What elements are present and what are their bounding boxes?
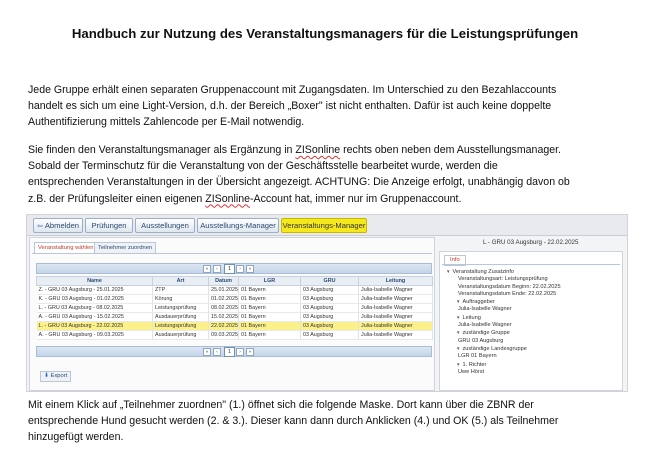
event-manager-screenshot [26,214,628,392]
table-cell: ZTP [153,286,209,295]
tree-leaf [446,369,618,376]
table-cell: L. - GRU 03 Augsburg - 22.02.2025 [37,322,153,331]
next-page-icon[interactable]: › [236,265,244,273]
tree-label: Veranstaltungsdatum Beginn: 22.02.2025 [458,283,561,290]
pager-bottom [36,346,432,357]
zisonline-term: ZISonline [205,192,251,205]
paragraph-line: Mit einem Klick auf „Teilnehmer zuordnen" (1.) öffnet sich die folgende Maske. Dort kann über die ZBNR der [28,399,534,411]
export-label: Export [50,373,68,379]
first-page-icon[interactable]: « [203,348,211,356]
paragraph-line: Sobald der Terminschutz für die Veranstaltung von der Geschäftsstelle bearbeitet wurde, werden die [28,160,498,173]
tree-label: Veranstaltungsart: Leistungsprüfung [458,276,548,283]
paragraph-line: hinzugefügt werden. [28,431,124,444]
table-cell: Leistungsprüfung [153,322,209,331]
table-row[interactable] [37,304,433,313]
page-number[interactable]: 1 [224,264,235,274]
tree-leaf [446,284,618,291]
text-run: rechts oben neben dem Ausstellungsmanager. [340,144,562,156]
tree-label: LGR 01 Bayern [458,353,497,360]
tab-assign-participants[interactable]: Teilnehmer zuordnen [94,242,156,254]
table-cell: Julia-Isabelle Wagner [359,322,433,331]
tree-label: Uwe Hörst [458,368,485,375]
table-cell: 15.02.2025 [209,313,239,322]
tree-node[interactable] [446,298,618,306]
table-cell: A. - GRU 03 Augsburg - 15.02.2025 [37,313,153,322]
paragraph-line [28,191,628,207]
tree-label: GRU 03 Augsburg [458,337,504,344]
tab-info[interactable]: Info [444,255,466,266]
table-cell: Julia-Isabelle Wagner [359,313,433,322]
document-title: Handbuch zur Nutzung des Veranstaltungsmanagers für die Leistungsprüfungen [71,26,579,41]
tree-leaf [446,353,618,360]
table-row[interactable] [37,331,433,340]
paragraph-line: Authentifizierung mittels Zahlencode per E-Mail notwendig. [28,116,305,129]
expand-arrow-icon[interactable]: ▼ [446,269,451,274]
text-run: z.B. der Prüfungsleiter einen eigenen [28,192,206,205]
expand-arrow-icon[interactable]: ▼ [456,345,461,351]
table-cell: Julia-Isabelle Wagner [359,304,433,313]
logout-icon: ⇦ [36,223,43,230]
column-header[interactable]: GRU [301,277,359,286]
event-manager-button[interactable]: Veranstaltungs-Manager [281,218,367,233]
tree-node[interactable] [446,345,618,353]
table-cell: Julia-Isabelle Wagner [359,331,433,340]
table-cell: 01 Bayern [239,304,301,313]
table-cell: Ausdauerprüfung [153,313,209,322]
column-header[interactable]: LGR [239,277,301,286]
table-cell: 03 Augsburg [301,286,359,295]
tab-divider [442,264,620,265]
tree-label: Auftraggeber [462,299,495,306]
tree-label: zuständige Gruppe [462,330,510,337]
table-cell: 01 Bayern [239,313,301,322]
table-row[interactable] [37,286,433,295]
table-cell: Z. - GRU 03 Augsburg - 25.01.2025 [37,286,153,295]
tree-leaf [446,322,618,329]
tree-leaf [446,291,618,298]
next-page-icon[interactable]: › [236,348,244,356]
event-info-panel [439,237,623,389]
expand-arrow-icon[interactable]: ▼ [456,330,461,336]
paragraph-line [28,142,628,158]
table-cell: 22.02.2025 [209,322,239,331]
expand-arrow-icon[interactable]: ▼ [456,299,461,305]
table-cell: L. - GRU 03 Augsburg - 08.02.2025 [37,304,153,313]
tree-node[interactable] [446,329,618,337]
tree-node[interactable] [446,268,618,276]
table-cell: 03 Augsburg [301,295,359,304]
column-header[interactable]: Art [153,277,209,286]
tab-divider [32,253,432,254]
info-tree [446,268,618,376]
table-cell: Körung [153,295,209,304]
event-list-panel [29,237,435,391]
paragraph-group-account [28,82,628,131]
paragraph-line: entsprechenden Veranstaltungen in der Übersicht angezeigt. ACHTUNG: Die Anzeige erfolgt, unabhängig davon ob [28,176,570,189]
last-page-icon[interactable]: » [246,348,254,356]
tree-label: Veranstaltungsdatum Ende: 22.02.2025 [458,290,557,297]
tree-label: Veranstaltung Zusatzinfo [452,269,515,275]
exams-button[interactable]: Prüfungen [85,218,133,233]
tree-label: Julia-Isabelle Wagner [458,322,512,329]
text-run: -Account hat, immer nur im Gruppenaccount. [250,192,462,205]
info-box [439,251,623,391]
tree-node[interactable] [446,361,618,369]
paragraph-line: entsprechende Hund gesucht werden (2. & 3.). Dieser kann dann durch Anklicken (4.) und OK (5.) als Teilnehmer [28,415,559,428]
first-page-icon[interactable]: « [203,265,211,273]
table-cell: K. - GRU 03 Augsburg - 01.02.2025 [37,295,153,304]
table-cell: 09.03.2025 [209,331,239,340]
shows-button[interactable]: Ausstellungen [135,218,195,233]
top-navbar [27,215,627,236]
table-cell: Julia-Isabelle Wagner [359,295,433,304]
table-cell: 03 Augsburg [301,304,359,313]
text-run: Sie finden den Veranstaltungsmanager als Ergänzung in [28,144,296,156]
tree-node[interactable] [446,314,618,322]
table-cell: 03 Augsburg [301,331,359,340]
table-cell: Leistungsprüfung [153,304,209,313]
paragraph-line: Jede Gruppe erhält einen separaten Gruppenaccount mit Zugangsdaten. Im Unterschied zu den Bezahlaccounts [28,84,557,96]
table-row[interactable] [37,313,433,322]
table-cell: A. - GRU 03 Augsburg - 09.03.2025 [37,331,153,340]
column-header[interactable]: Name [37,277,153,286]
table-cell: 08.02.2025 [209,304,239,313]
paragraph-assign-participants [28,397,628,446]
paragraph-line: handelt es sich um eine Light-Version, d.h. der Bereich „Boxer" ist nicht enthalten. Dafür ist auch keine doppelte [28,100,552,113]
prev-page-icon[interactable]: ‹ [213,348,221,356]
logout-label: Abmelden [44,221,80,230]
table-cell: 01 Bayern [239,295,301,304]
tab-select-event[interactable]: Veranstaltung wählen [34,242,97,254]
prev-page-icon[interactable]: ‹ [213,265,221,273]
table-header [37,277,433,286]
table-cell: 01.02.2025 [209,295,239,304]
page-number[interactable]: 1 [224,347,235,357]
tree-label: Julia-Isabelle Wagner [458,306,512,313]
tree-label: Leitung [462,314,481,321]
column-header[interactable]: Leitung [359,277,433,286]
table-cell: 01 Bayern [239,331,301,340]
table-cell: Julia-Isabelle Wagner [359,286,433,295]
table-cell: 01 Bayern [239,286,301,295]
table-cell: 03 Augsburg [301,322,359,331]
tree-leaf [446,338,618,345]
table-cell: 25.01.2025 [209,286,239,295]
tree-label: 1. Richter [462,361,487,368]
tree-label: zuständige Landesgruppe [462,345,527,352]
expand-arrow-icon[interactable]: ▼ [456,314,461,320]
show-manager-button[interactable]: Ausstellungs-Manager [197,218,279,233]
table-cell: 03 Augsburg [301,313,359,322]
table-cell: Ausdauerprüfung [153,331,209,340]
pager-top [36,263,432,274]
download-icon: ⬇ [44,373,49,379]
table-cell: 01 Bayern [239,322,301,331]
zisonline-term: ZISonline [295,144,341,156]
expand-arrow-icon[interactable]: ▼ [456,361,461,367]
last-page-icon[interactable]: » [246,265,254,273]
logout-button[interactable] [33,218,83,233]
selected-event-title: L - GRU 03 Augsburg - 22.02.2025 [483,239,579,246]
tree-leaf [446,306,618,313]
events-table [36,276,433,340]
table-row[interactable] [37,322,433,331]
tree-leaf [446,276,618,283]
export-button[interactable] [40,371,71,382]
table-row[interactable] [37,295,433,304]
paragraph-location [28,142,628,207]
column-header[interactable]: Datum [209,277,239,286]
